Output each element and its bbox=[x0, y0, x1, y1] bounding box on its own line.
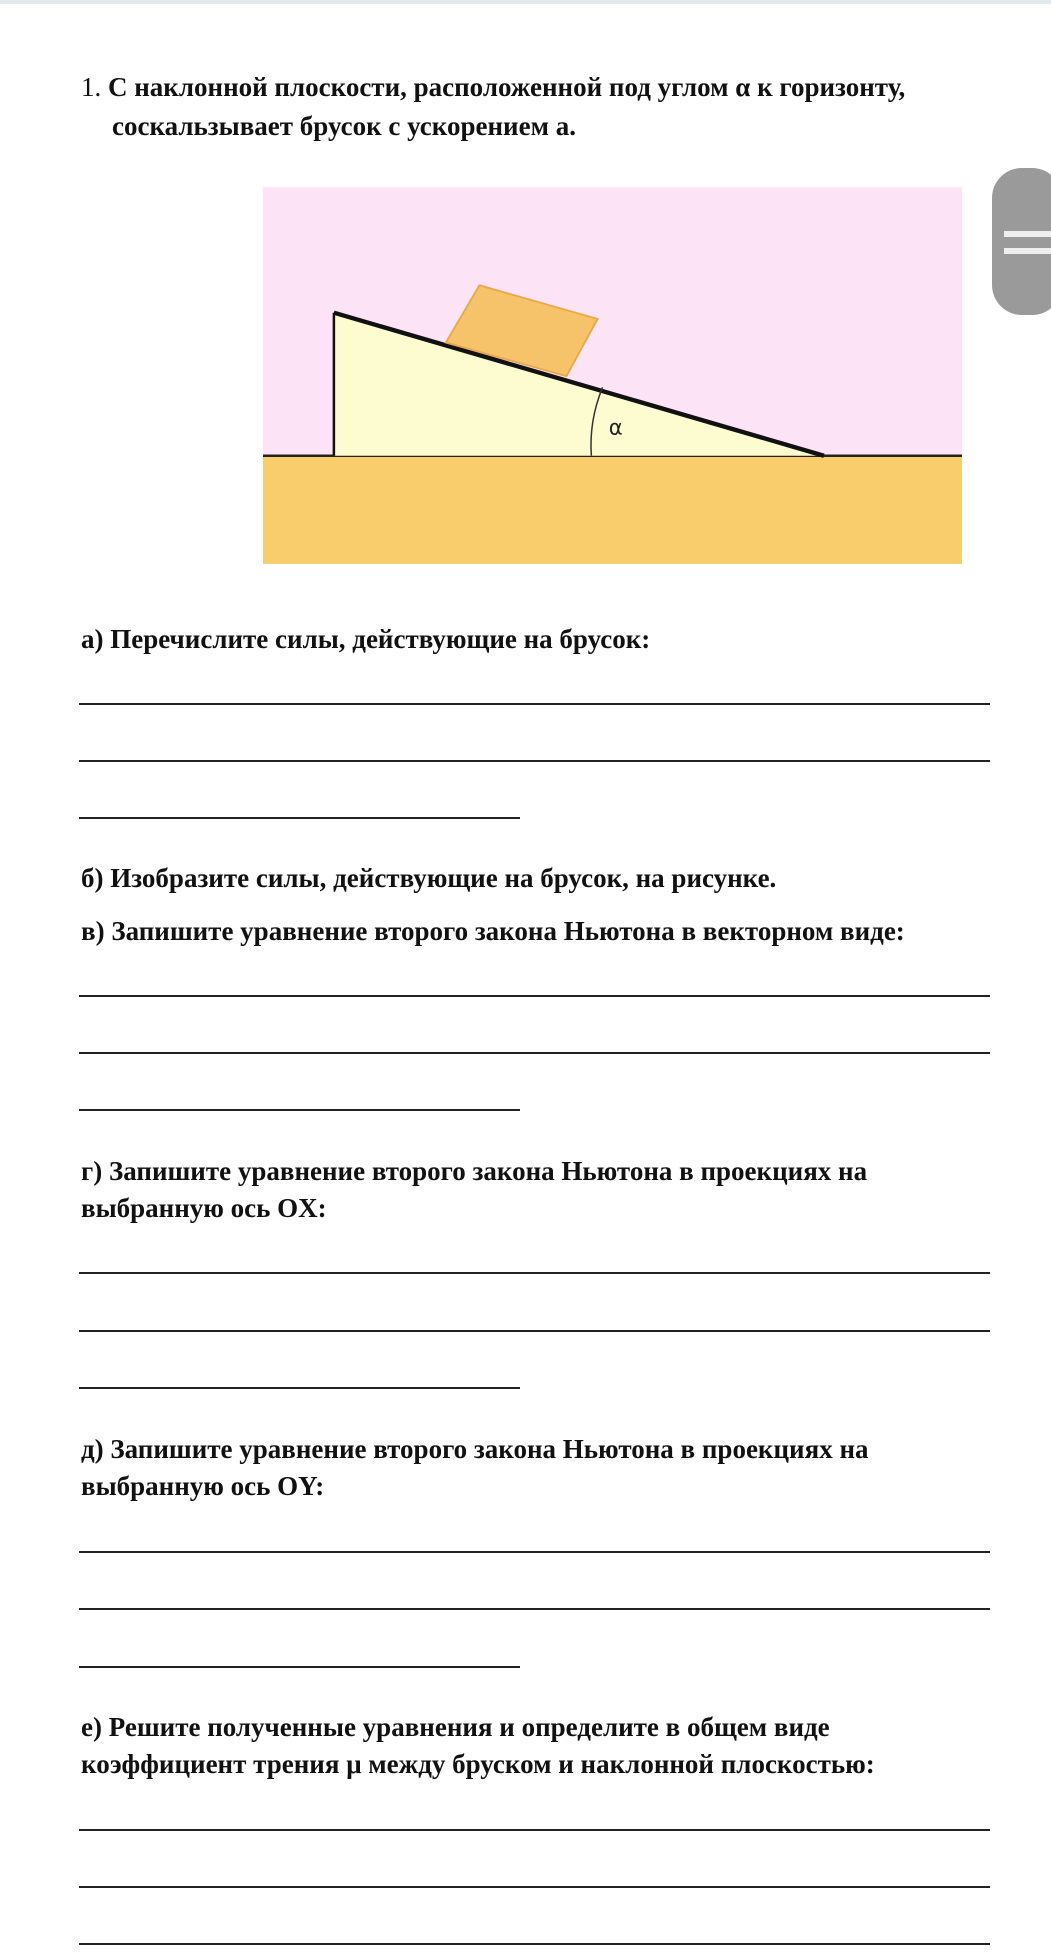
ground bbox=[263, 456, 962, 564]
question-d-line-2: выбранную ось OY: bbox=[81, 1471, 325, 1501]
answer-line[interactable] bbox=[79, 1052, 990, 1054]
question-a: а) Перечислите силы, действующие на брусок: bbox=[81, 624, 651, 654]
angle-label: α bbox=[608, 414, 623, 440]
answer-line[interactable] bbox=[79, 1666, 520, 1668]
task-line-1 bbox=[81, 74, 905, 101]
answer-line[interactable] bbox=[79, 1943, 990, 1945]
question-d-line-1: д) Запишите уравнение второго закона Ньютона в проекциях на bbox=[81, 1434, 869, 1464]
inclined-plane-figure bbox=[263, 187, 962, 564]
answer-line[interactable] bbox=[79, 760, 990, 762]
question-e-line-2: коэффициент трения μ между бруском и наклонной плоскостью: bbox=[81, 1749, 875, 1779]
question-g-line-1: г) Запишите уравнение второго закона Ньютона в проекциях на bbox=[81, 1156, 868, 1186]
answer-line[interactable] bbox=[79, 1886, 990, 1888]
question-b: б) Изобразите силы, действующие на брусок, на рисунке. bbox=[81, 863, 777, 893]
answer-line[interactable] bbox=[79, 1829, 990, 1831]
question-v: в) Запишите уравнение второго закона Ньютона в векторном виде: bbox=[81, 916, 905, 946]
answer-line[interactable] bbox=[79, 1551, 990, 1553]
task-line-2: соскальзывает брусок с ускорением a. bbox=[112, 111, 576, 141]
answer-line[interactable] bbox=[79, 703, 990, 705]
question-g-line-2: выбранную ось OX: bbox=[81, 1193, 327, 1223]
answer-line[interactable] bbox=[79, 817, 520, 819]
answer-line[interactable] bbox=[79, 995, 990, 997]
task-number: 1. bbox=[81, 72, 102, 102]
answer-line[interactable] bbox=[79, 1608, 990, 1610]
task-text-1: С наклонной плоскости, расположенной под углом α к горизонту, bbox=[108, 72, 906, 102]
answer-line[interactable] bbox=[79, 1109, 520, 1111]
answer-line[interactable] bbox=[79, 1330, 990, 1332]
top-bar bbox=[0, 0, 1051, 4]
answer-line[interactable] bbox=[79, 1387, 520, 1389]
scrollbar-thumb[interactable] bbox=[992, 168, 1051, 315]
answer-line[interactable] bbox=[79, 1272, 990, 1274]
question-e-line-1: е) Решите полученные уравнения и определите в общем виде bbox=[81, 1712, 830, 1742]
